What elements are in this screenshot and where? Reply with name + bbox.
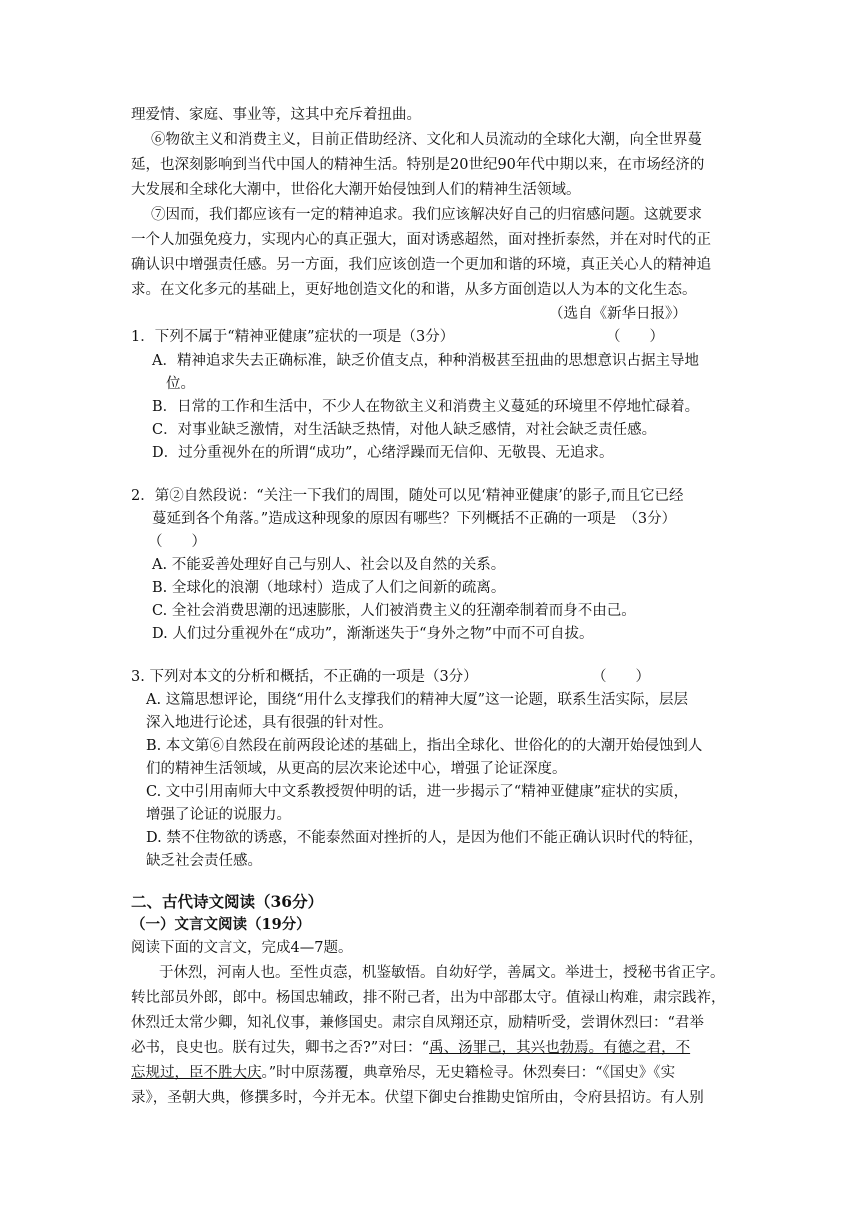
passage-line: 理爱情、家庭、事业等，这其中充斥着扭曲。 (131, 107, 421, 123)
question-1-option-c: C．对事业缺乏激情，对生活缺乏热情，对他人缺乏感情，对社会缺乏责任感。 (152, 422, 657, 438)
question-3-option-b: B. 本文第⑥自然段在前两段论述的基础上，指出全球化、世俗化的的大潮开始侵蚀到人 (146, 738, 703, 754)
classical-text-line (131, 1062, 675, 1084)
classical-text-line: 于休烈，河南人也。至性贞悫，机鉴敏悟。自幼好学，善属文。举进士，授秘书省正字。 (159, 965, 725, 981)
question-3-answer-blank: （ ） (592, 669, 650, 685)
question-1-option-a: A．精神追求失去正确标准，缺乏价值支点，种种消极甚至扭曲的思想意识占据主导地 (152, 353, 699, 369)
underlined-sentence-cont: 忘规过，臣不胜大庆 (131, 1065, 262, 1081)
instructions: 阅读下面的文言文，完成4—7题。 (131, 940, 353, 956)
passage-source: （选自《新华日报》） (549, 306, 687, 322)
underlined-sentence: 禹、汤罪己，其兴也勃焉。有德之君，不 (429, 1040, 691, 1056)
classical-text-line: 休烈迁太常少卿，知礼仪事，兼修国史。肃宗自凤翔还京，励精听受，尝谓休烈曰：“君举 (131, 1015, 704, 1031)
question-2-stem: 2．第②自然段说：“关注一下我们的周围，随处可以见‘精神亚健康’的影子,而且它已经 (131, 488, 684, 504)
question-3-option-d: D. 禁不住物欲的诱惑，不能泰然面对挫折的人，是因为他们不能正确认识时代的特征， (146, 830, 703, 846)
question-1-option-a-cont: 位。 (166, 376, 195, 392)
question-2-answer-blank: （ ） (148, 534, 206, 550)
question-3-option-a: A. 这篇思想评论，围绕“用什么支撑我们的精神大厦”这一论题，联系生活实际，层层 (146, 692, 689, 708)
paragraph-6-line: ⑥物欲主义和消费主义，目前正借助经济、文化和人员流动的全球化大潮，向全世界蔓 (151, 132, 702, 148)
question-1-option-d: D．过分重视外在的所谓“成功”，心绪浮躁而无信仰、无敬畏、无追求。 (152, 445, 614, 461)
question-1-answer-blank: （ ） (606, 329, 664, 345)
question-3-option-c-cont: 增强了论证的说服力。 (146, 807, 291, 823)
paragraph-7-line: ⑦因而，我们都应该有一定的精神追求。我们应该解决好自己的归宿感问题。这就要求 (151, 207, 702, 223)
subsection-title: （一）文言文阅读（19分） (131, 916, 311, 933)
question-2-option-d: D. 人们过分重视外在“成功”，渐渐迷失于“身外之物”中而不可自拔。 (152, 626, 594, 642)
classical-text-line (131, 1037, 690, 1059)
question-3-option-c: C. 文中引用南师大中文系教授贺仲明的话，进一步揭示了“精神亚健康”症状的实质， (146, 784, 689, 800)
question-3-option-a-cont: 深入地进行论述，具有很强的针对性。 (146, 715, 393, 731)
question-2-stem-cont: 蔓延到各个角落。”造成这种现象的原因有哪些？下列概括不正确的一项是 （3分） (152, 511, 677, 527)
question-1-option-b: B．日常的工作和生活中，不少人在物欲主义和消费主义蔓延的环境里不停地忙碌着。 (152, 399, 700, 415)
paragraph-6-line: 延，也深刻影响到当代中国人的精神生活。特别是20世纪90年代中期以来，在市场经济的 (131, 157, 705, 173)
classical-text-line: 转比部员外郎，郎中。杨国忠辅政，排不附己者，出为中部郡太守。值禄山构难，肃宗践祚， (131, 990, 726, 1006)
classical-text-segment: 。”时中原荡覆，典章殆尽，无史籍检寻。休烈奏曰：“《国史》《实 (261, 1065, 676, 1081)
question-2-option-a: A. 不能妥善处理好自己与别人、社会以及自然的关系。 (152, 557, 506, 573)
question-3-option-d-cont: 缺乏社会责任感。 (146, 853, 262, 869)
question-2-option-b: B. 全球化的浪潮（地球村）造成了人们之间新的疏离。 (152, 580, 506, 596)
paragraph-6-line: 大发展和全球化大潮中，世俗化大潮开始侵蚀到人们的精神生活领域。 (131, 182, 581, 198)
question-3-option-b-cont: 们的精神生活领域，从更高的层次来论述中心，增强了论证深度。 (146, 761, 567, 777)
classical-text-segment: 必书，良史也。朕有过失，卿书之否?”对曰：“ (131, 1040, 430, 1056)
section-title: 二、古代诗文阅读（36分） (131, 892, 324, 911)
classical-text-line: 录》，圣朝大典，修撰多时，今并无本。伏望下御史台推勘史馆所由，令府县招访。有人别 (131, 1090, 704, 1106)
paragraph-7-line: 求。在文化多元的基础上，更好地创造文化的和谐，从多方面创造以人为本的文化生态。 (131, 282, 697, 298)
question-1-stem: 1．下列不属于“精神亚健康”症状的一项是（3分） (131, 329, 455, 345)
question-3-stem: 3. 下列对本文的分析和概括，不正确的一项是（3分） (131, 669, 478, 685)
paragraph-7-line: 确认识中增强责任感。另一方面，我们应该创造一个更加和谐的环境，真正关心人的精神追 (131, 257, 711, 273)
question-2-option-c: C. 全社会消费思潮的迅速膨胀，人们被消费主义的狂潮牵制着而身不由己。 (152, 603, 636, 619)
paragraph-7-line: 一个人加强免疫力，实现内心的真正强大，面对诱惑超然，面对挫折泰然，并在对时代的正 (131, 232, 711, 248)
